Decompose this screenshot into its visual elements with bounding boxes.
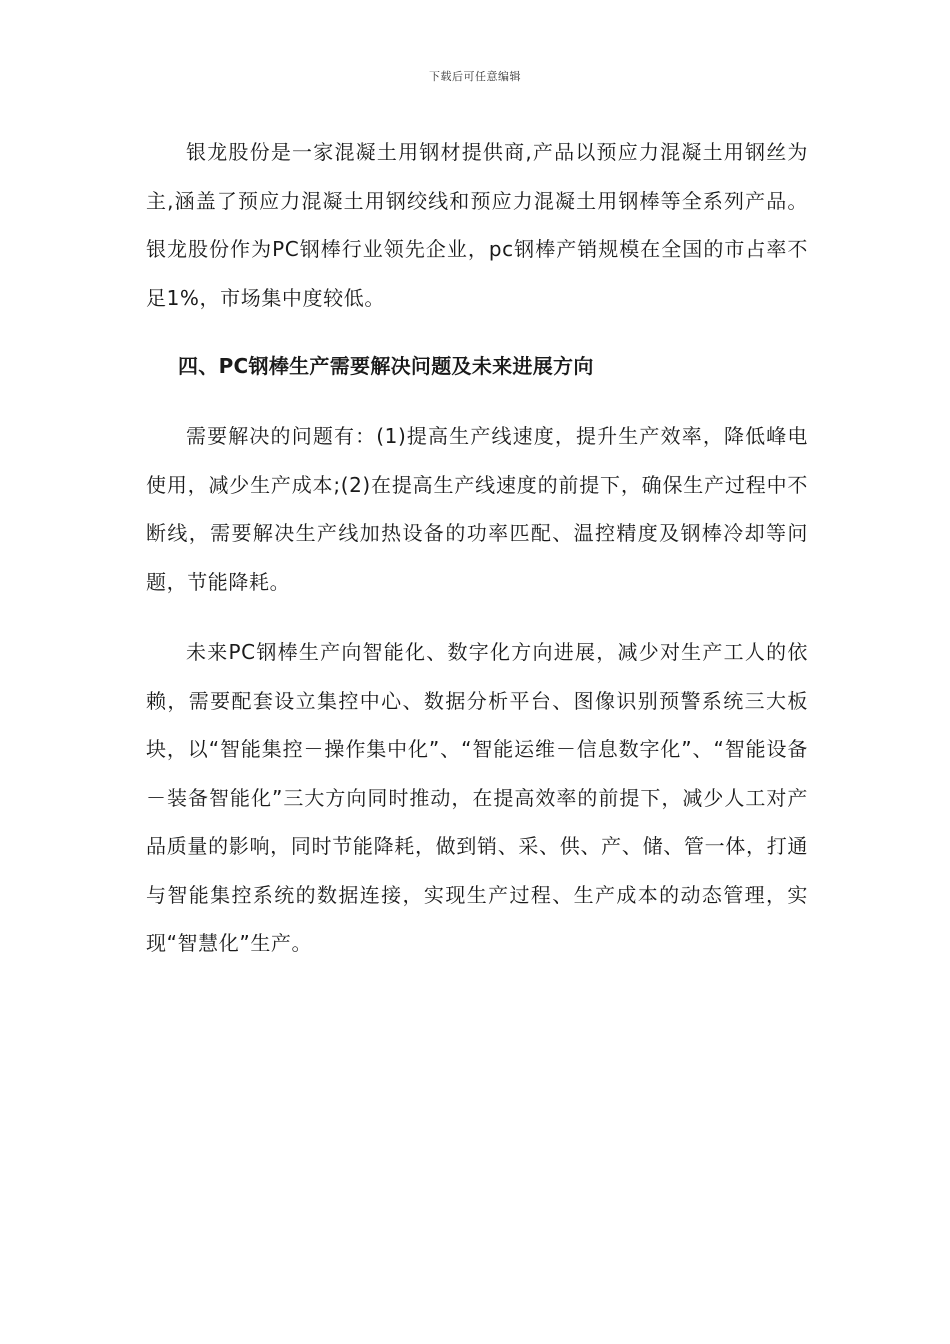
paragraph-company-overview: 银龙股份是一家混凝土用钢材提供商,产品以预应力混凝土用钢丝为主,涵盖了预应力混凝土用钢绞线和预应力混凝土用钢棒等全系列产品。银龙股份作为PC钢棒行业领先企业，pc钢棒产销规模在全国的市占率不足1%，市场集中度较低。 — [146, 140, 808, 310]
paragraph-problems: 需要解决的问题有：(1)提高生产线速度，提升生产效率，降低峰电使用，减少生产成本;(2)在提高生产线速度的前提下，确保生产过程中不断线，需要解决生产线加热设备的功率匹配、温控精度及钢棒冷却等问题，节能降耗。 — [146, 424, 808, 594]
paragraph-future-direction: 未来PC钢棒生产向智能化、数字化方向进展，减少对生产工人的依赖，需要配套设立集控中心、数据分析平台、图像识别预警系统三大板块，以“智能集控－操作集中化”、“智能运维－信息数字化”、“智能设备－装备智能化”三大方向同时推动，在提高效率的前提下，减少人工对产品质量的影响，同时节能降耗，做到销、采、供、产、储、管一体，打通与智能集控系统的数据连接，实现生产过程、生产成本的动态管理，实现“智慧化”生产。 — [146, 640, 808, 955]
document-body — [146, 128, 808, 968]
section-heading: 四、PC钢棒生产需要解决问题及未来进展方向 — [178, 354, 594, 378]
header-note: 下载后可任意编辑 — [429, 70, 521, 83]
